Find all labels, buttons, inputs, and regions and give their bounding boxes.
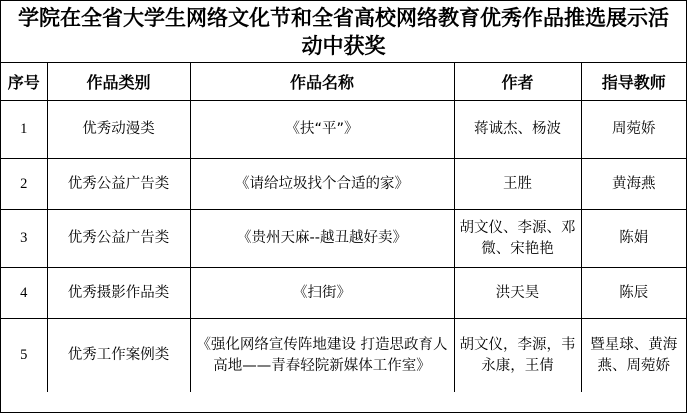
row-advisor: 陈辰 [581,268,686,319]
row-author: 蒋诚杰、杨波 [454,101,581,159]
row-work-name: 《扶“平”》 [190,101,454,159]
row-category: 优秀动漫类 [47,101,190,159]
header-name: 作品名称 [190,63,454,101]
table-row [1,268,686,319]
row-index: 3 [1,210,47,268]
header-author: 作者 [454,63,581,101]
table-row [1,210,686,268]
row-work-name: 《请给垃圾找个合适的家》 [190,159,454,210]
row-category: 优秀公益广告类 [47,159,190,210]
row-author: 胡文仪、李源、邓微、宋艳艳 [454,210,581,268]
row-advisor: 黄海燕 [581,159,686,210]
header-index: 序号 [1,63,47,101]
row-author: 洪天昊 [454,268,581,319]
table-row [1,159,686,210]
header-category: 作品类别 [47,63,190,101]
row-category: 优秀工作案例类 [47,319,190,393]
row-author: 王胜 [454,159,581,210]
row-work-name: 《强化网络宣传阵地建设 打造思政育人高地——青春轻院新媒体工作室》 [190,319,454,393]
row-work-name: 《贵州天麻--越丑越好卖》 [190,210,454,268]
table-row [1,101,686,159]
row-index: 2 [1,159,47,210]
row-category: 优秀公益广告类 [47,210,190,268]
row-category: 优秀摄影作品类 [47,268,190,319]
sheet-title: 学院在全省大学生网络文化节和全省高校网络教育优秀作品推选展示活动中获奖 [1,1,686,63]
header-advisor: 指导教师 [581,63,686,101]
row-advisor: 周菀娇 [581,101,686,159]
row-advisor: 暨星球、黄海燕、周菀娇 [581,319,686,393]
row-index: 5 [1,319,47,393]
row-author: 胡文仪，李源，韦永康，王倩 [454,319,581,393]
table-header-row [1,63,686,101]
awards-table [1,63,686,392]
row-advisor: 陈娟 [581,210,686,268]
table-row [1,319,686,393]
row-index: 4 [1,268,47,319]
row-work-name: 《扫街》 [190,268,454,319]
row-index: 1 [1,101,47,159]
